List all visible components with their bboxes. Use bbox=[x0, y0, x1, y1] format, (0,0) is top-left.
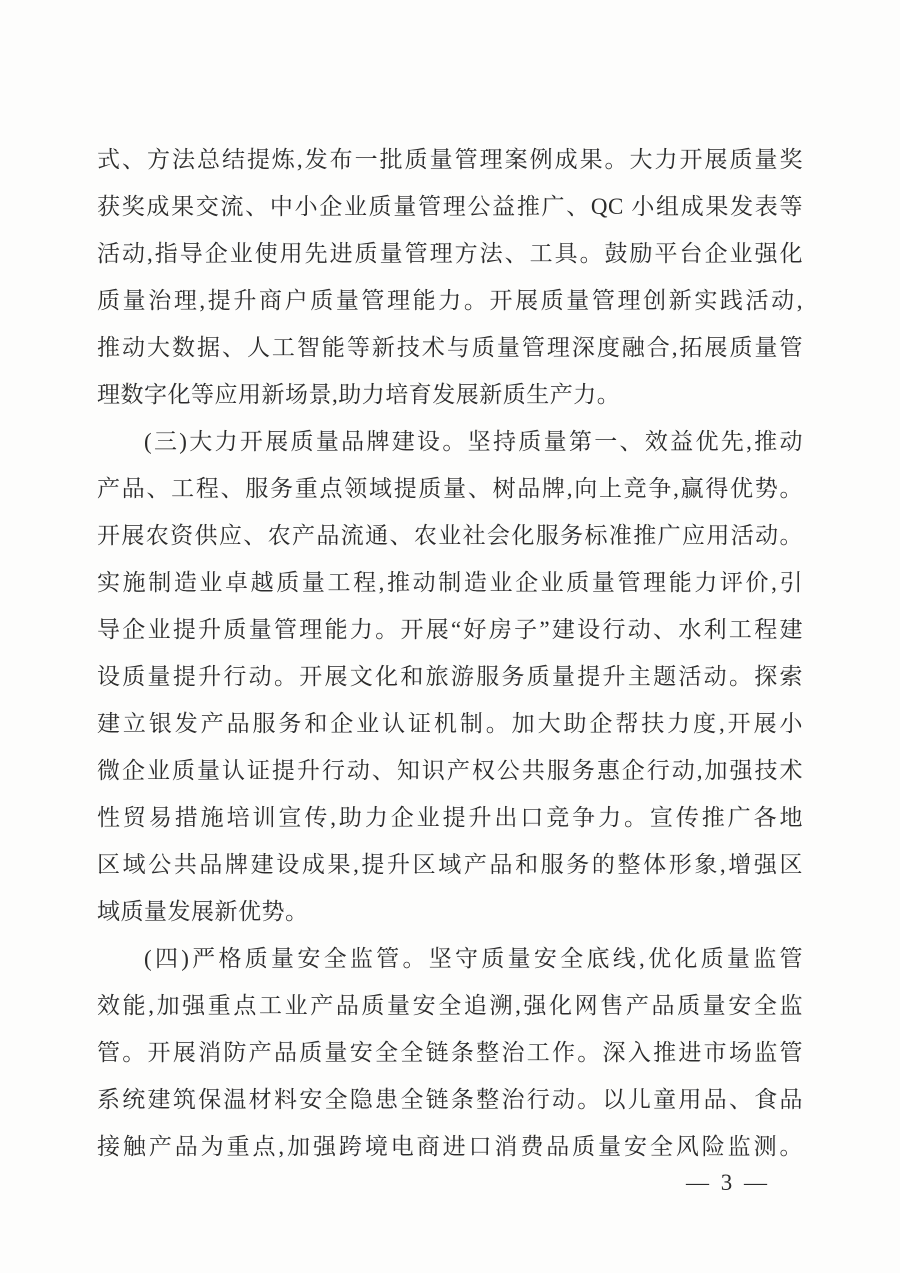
text-line: (三)大力开展质量品牌建设。坚持质量第一、效益优先,推动 bbox=[144, 429, 803, 454]
text-line: 性贸易措施培训宣传,助力企业提升出口竞争力。宣传推广各地 bbox=[97, 805, 803, 830]
text-line: 微企业质量认证提升行动、知识产权公共服务惠企行动,加强技术 bbox=[97, 758, 803, 783]
text-line: 系统建筑保温材料安全隐患全链条整治行动。以儿童用品、食品 bbox=[97, 1087, 803, 1112]
paragraph-3 bbox=[97, 935, 803, 1170]
text-line: 开展农资供应、农产品流通、农业社会化服务标准推广应用活动。 bbox=[97, 523, 803, 548]
text-line: (四)严格质量安全监管。坚守质量安全底线,优化质量监管 bbox=[144, 946, 803, 971]
text-line: 实施制造业卓越质量工程,推动制造业企业质量管理能力评价,引 bbox=[97, 570, 803, 595]
text-line: 管。开展消防产品质量安全全链条整治工作。深入推进市场监管 bbox=[97, 1040, 803, 1065]
text-line: 域质量发展新优势。 bbox=[97, 899, 309, 924]
text-line: 设质量提升行动。开展文化和旅游服务质量提升主题活动。探索 bbox=[97, 664, 803, 689]
text-line: 推动大数据、人工智能等新技术与质量管理深度融合,拓展质量管 bbox=[97, 335, 803, 360]
paragraph-2 bbox=[97, 418, 803, 935]
text-line: 理数字化等应用新场景,助力培育发展新质生产力。 bbox=[97, 382, 621, 407]
text-line: 区域公共品牌建设成果,提升区域产品和服务的整体形象,增强区 bbox=[97, 852, 803, 877]
text-line: 导企业提升质量管理能力。开展“好房子”建设行动、水利工程建 bbox=[97, 617, 803, 642]
text-line: 式、方法总结提炼,发布一批质量管理案例成果。大力开展质量奖 bbox=[97, 147, 803, 172]
text-line: 活动,指导企业使用先进质量管理方法、工具。鼓励平台企业强化 bbox=[97, 241, 803, 266]
text-line: 建立银发产品服务和企业认证机制。加大助企帮扶力度,开展小 bbox=[97, 711, 803, 736]
text-line: 接触产品为重点,加强跨境电商进口消费品质量安全风险监测。 bbox=[97, 1134, 803, 1159]
text-line: 获奖成果交流、中小企业质量管理公益推广、QC 小组成果发表等 bbox=[97, 194, 803, 219]
text-line: 产品、工程、服务重点领域提质量、树品牌,向上竞争,赢得优势。 bbox=[97, 476, 803, 501]
paragraph-1 bbox=[97, 136, 803, 418]
text-line: 质量治理,提升商户质量管理能力。开展质量管理创新实践活动, bbox=[97, 288, 803, 313]
page-number: — 3 — bbox=[686, 1170, 770, 1195]
text-line: 效能,加强重点工业产品质量安全追溯,强化网售产品质量安全监 bbox=[97, 993, 803, 1018]
document-body bbox=[97, 136, 803, 1170]
